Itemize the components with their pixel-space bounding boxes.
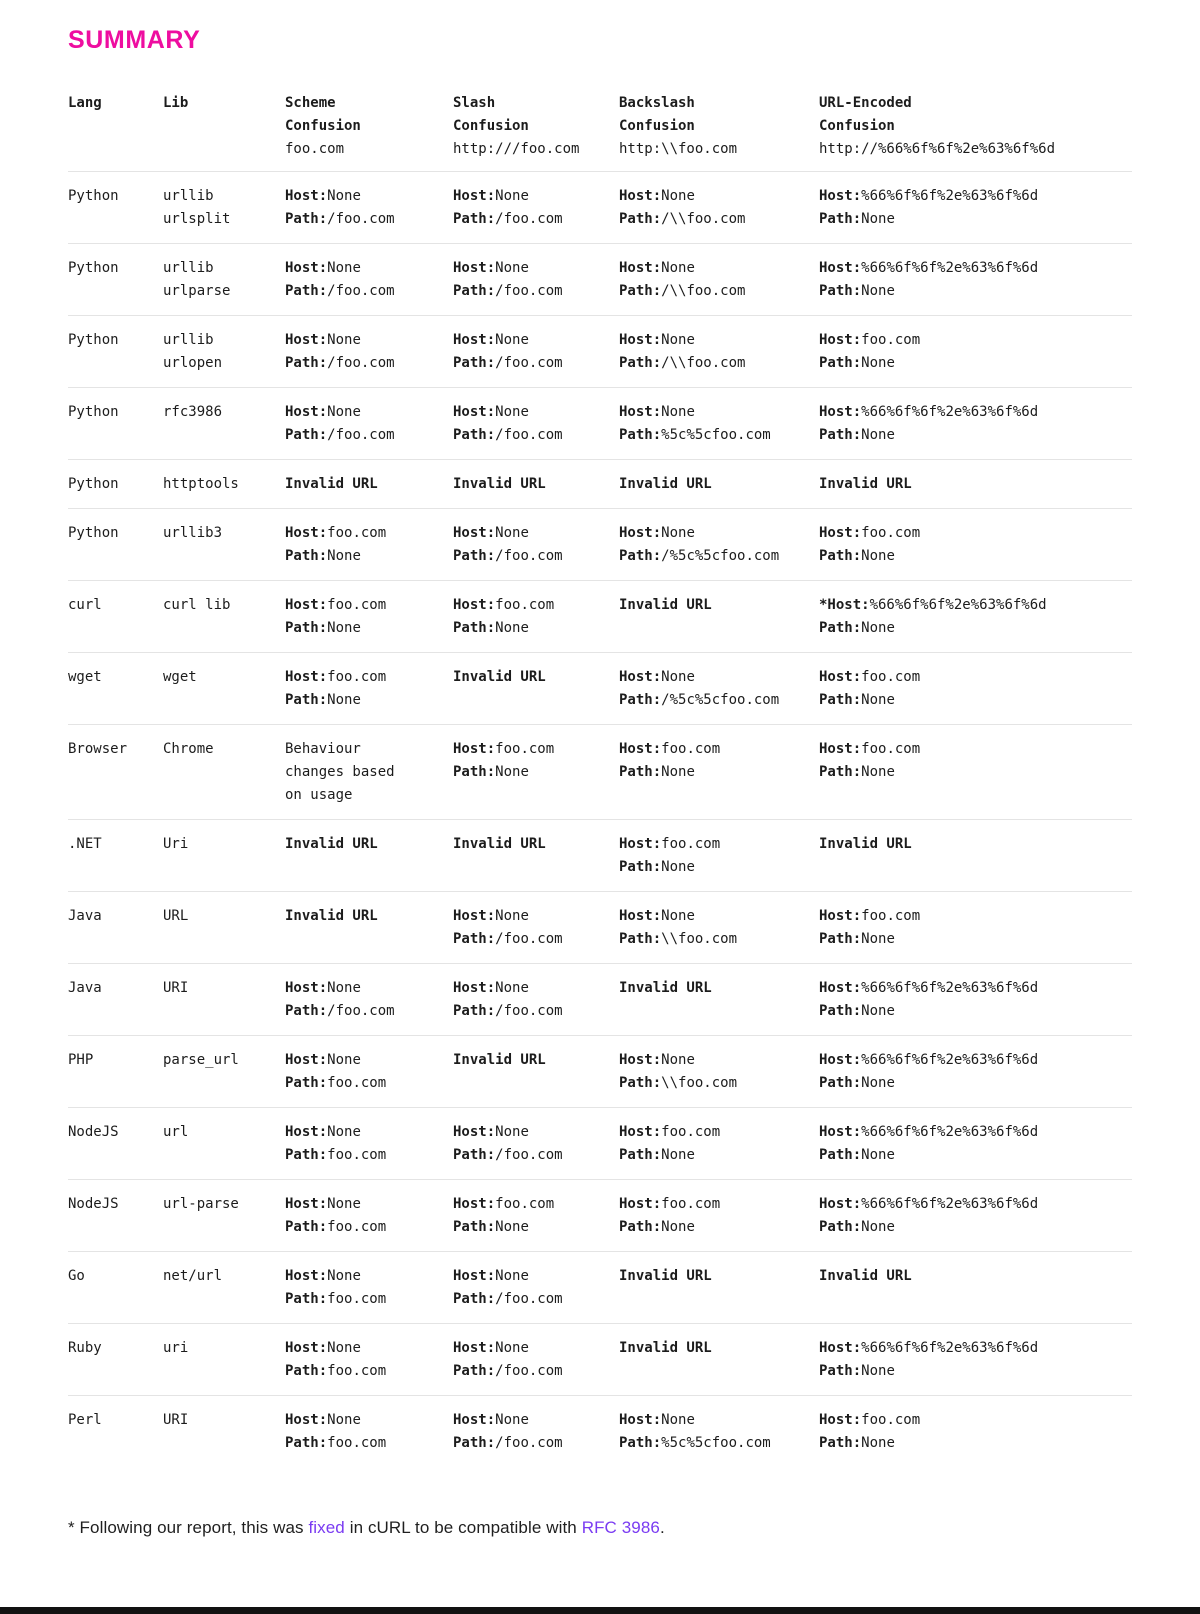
lib-cell: parse_url [163, 1052, 239, 1068]
result-cell: Host:foo.com Path:None [453, 1196, 555, 1235]
result-cell: Host:None Path:/%5c%5cfoo.com [619, 669, 780, 708]
footnote-text: in cURL to be compatible with [344, 1518, 582, 1537]
result-cell: Host:None Path:/foo.com [285, 260, 395, 299]
result-cell: Invalid URL [619, 476, 712, 492]
lang-cell: .NET [68, 836, 102, 852]
lang-cell: NodeJS [68, 1124, 119, 1140]
result-cell: Invalid URL [453, 476, 546, 492]
result-cell: Host:foo.com Path:None [819, 525, 921, 564]
result-cell: Host:%66%6f%6f%2e%63%6f%6d Path:None [819, 980, 1039, 1019]
lib-cell: urllib urlsplit [163, 188, 231, 227]
lang-cell: curl [68, 597, 102, 613]
lang-cell: Python [68, 332, 119, 348]
lib-cell: urllib urlopen [163, 332, 223, 371]
lang-cell: Perl [68, 1412, 102, 1428]
lib-cell: Uri [163, 836, 189, 852]
lang-cell: Java [68, 980, 102, 996]
table-row [68, 387, 1132, 459]
lang-cell: Python [68, 476, 119, 492]
result-cell: Host:None Path:/\\foo.com [619, 260, 746, 299]
result-cell: Host:None Path:/foo.com [285, 188, 395, 227]
lang-cell: NodeJS [68, 1196, 119, 1212]
result-cell: Host:None Path:/foo.com [453, 1268, 563, 1307]
result-cell: Host:None Path:/foo.com [453, 1124, 563, 1163]
lang-cell: Java [68, 908, 102, 924]
result-cell: Host:foo.com Path:None [819, 332, 921, 371]
result-cell: Host:None Path:/%5c%5cfoo.com [619, 525, 780, 564]
lib-cell: URL [163, 908, 189, 924]
lang-cell: Browser [68, 741, 128, 757]
result-cell: Host:%66%6f%6f%2e%63%6f%6d Path:None [819, 1340, 1039, 1379]
result-cell: Host:foo.com Path:None [819, 669, 921, 708]
table-row [68, 652, 1132, 724]
result-cell: Host:None Path:/foo.com [453, 332, 563, 371]
table-row [68, 1323, 1132, 1395]
result-cell: Host:foo.com Path:None [619, 741, 721, 780]
result-cell: Invalid URL [619, 1268, 712, 1284]
lang-cell: Python [68, 260, 119, 276]
result-cell: Host:foo.com Path:None [619, 1124, 721, 1163]
result-cell: Host:None Path:\\foo.com [619, 908, 738, 947]
result-cell: Host:foo.com Path:None [285, 669, 387, 708]
result-cell: Host:None Path:/\\foo.com [619, 188, 746, 227]
result-cell: Host:foo.com Path:None [453, 597, 555, 636]
summary-table [68, 92, 1132, 1467]
result-cell: Host:None Path:foo.com [285, 1196, 387, 1235]
result-cell: Invalid URL [619, 1340, 712, 1356]
result-cell: Host:%66%6f%6f%2e%63%6f%6d Path:None [819, 260, 1039, 299]
lib-cell: net/url [163, 1268, 223, 1284]
result-cell: Host:%66%6f%6f%2e%63%6f%6d Path:None [819, 1124, 1039, 1163]
table-row [68, 243, 1132, 315]
lib-cell: Chrome [163, 741, 214, 757]
lib-cell: curl lib [163, 597, 231, 613]
result-cell: Invalid URL [819, 836, 912, 852]
column-header: Lib [163, 95, 189, 111]
result-cell: Host:None Path:%5c%5cfoo.com [619, 1412, 771, 1451]
result-cell: Host:foo.com Path:None [619, 836, 721, 875]
result-cell: Host:None Path:/foo.com [453, 404, 563, 443]
column-header: Lang [68, 95, 102, 111]
result-cell: Host:foo.com Path:None [819, 1412, 921, 1451]
result-cell: Host:None Path:/foo.com [453, 260, 563, 299]
table-row [68, 580, 1132, 652]
result-cell: Invalid URL [285, 476, 378, 492]
result-cell: Host:%66%6f%6f%2e%63%6f%6d Path:None [819, 1052, 1039, 1091]
result-cell: Host:foo.com Path:None [285, 597, 387, 636]
lib-cell: httptools [163, 476, 239, 492]
result-cell: Invalid URL [285, 908, 378, 924]
table-row [68, 1107, 1132, 1179]
result-cell: Host:foo.com Path:None [819, 908, 921, 947]
result-cell: Invalid URL [453, 1052, 546, 1068]
lib-cell: uri [163, 1340, 189, 1356]
rfc-3986-link[interactable]: RFC 3986 [581, 1518, 660, 1537]
column-header: URL-Encoded Confusion http://%66%6f%6f%2e%63%6f%6d [819, 95, 1056, 157]
result-cell: Host:%66%6f%6f%2e%63%6f%6d Path:None [819, 1196, 1039, 1235]
page-title: SUMMARY [68, 26, 201, 54]
result-cell: Host:None Path:foo.com [285, 1052, 387, 1091]
table-row [68, 963, 1132, 1035]
result-cell: Host:foo.com Path:None [819, 741, 921, 780]
result-cell: Host:None Path:/foo.com [453, 525, 563, 564]
lang-cell: PHP [68, 1052, 94, 1068]
lang-cell: Python [68, 525, 119, 541]
table-body [68, 171, 1132, 1467]
lib-cell: url-parse [163, 1196, 239, 1212]
result-cell: Host:None Path:/foo.com [453, 908, 563, 947]
table-row [68, 1251, 1132, 1323]
result-cell: Invalid URL [453, 836, 546, 852]
result-cell: Host:None Path:/foo.com [453, 1340, 563, 1379]
lang-cell: Go [68, 1268, 85, 1284]
result-cell: Behaviour changes based on usage [285, 741, 395, 803]
bottom-bar [0, 1607, 1200, 1614]
table-row [68, 724, 1132, 819]
result-cell: Invalid URL [819, 476, 912, 492]
result-cell: *Host:%66%6f%6f%2e%63%6f%6d Path:None [819, 597, 1047, 636]
lang-cell: Ruby [68, 1340, 102, 1356]
result-cell: Invalid URL [819, 1268, 912, 1284]
result-cell: Host:None Path:foo.com [285, 1268, 387, 1307]
result-cell: Host:None Path:%5c%5cfoo.com [619, 404, 771, 443]
table-row [68, 315, 1132, 387]
footnote-text: * Following our report, this was [68, 1518, 309, 1537]
lang-cell: Python [68, 188, 119, 204]
result-cell: Host:None Path:\\foo.com [619, 1052, 738, 1091]
lang-cell: Python [68, 404, 119, 420]
footnote-text: . [659, 1518, 665, 1537]
lib-cell: urllib urlparse [163, 260, 231, 299]
result-cell: Invalid URL [619, 597, 712, 613]
result-cell: Host:%66%6f%6f%2e%63%6f%6d Path:None [819, 188, 1039, 227]
table-row [68, 891, 1132, 963]
table-row [68, 171, 1132, 243]
lib-cell: rfc3986 [163, 404, 223, 420]
lib-cell: wget [163, 669, 197, 685]
result-cell: Invalid URL [619, 980, 712, 996]
lib-cell: URI [163, 1412, 189, 1428]
result-cell: Host:None Path:foo.com [285, 1412, 387, 1451]
result-cell: Host:None Path:/foo.com [285, 980, 395, 1019]
table-row [68, 1179, 1132, 1251]
footnote [68, 1518, 1132, 1538]
result-cell: Host:None Path:foo.com [285, 1124, 387, 1163]
lang-cell: wget [68, 669, 102, 685]
table-row [68, 508, 1132, 580]
result-cell: Host:None Path:/foo.com [285, 332, 395, 371]
result-cell: Invalid URL [453, 669, 546, 685]
result-cell: Host:foo.com Path:None [285, 525, 387, 564]
fixed-link[interactable]: fixed [308, 1518, 345, 1537]
column-header: Slash Confusion http:///foo.com [453, 95, 580, 157]
result-cell: Host:foo.com Path:None [453, 741, 555, 780]
table-row [68, 1395, 1132, 1467]
table-row [68, 1035, 1132, 1107]
column-header: Scheme Confusion foo.com [285, 95, 361, 157]
result-cell: Host:None Path:/\\foo.com [619, 332, 746, 371]
lib-cell: urllib3 [163, 525, 223, 541]
result-cell: Host:%66%6f%6f%2e%63%6f%6d Path:None [819, 404, 1039, 443]
table-row [68, 819, 1132, 891]
lib-cell: URI [163, 980, 189, 996]
lib-cell: url [163, 1124, 189, 1140]
result-cell: Host:None Path:/foo.com [453, 980, 563, 1019]
result-cell: Host:None Path:foo.com [285, 1340, 387, 1379]
result-cell: Host:None Path:/foo.com [453, 1412, 563, 1451]
result-cell: Host:foo.com Path:None [619, 1196, 721, 1235]
table-row [68, 459, 1132, 508]
result-cell: Invalid URL [285, 836, 378, 852]
table-header [68, 92, 1132, 171]
result-cell: Host:None Path:/foo.com [285, 404, 395, 443]
result-cell: Host:None Path:/foo.com [453, 188, 563, 227]
column-header: Backslash Confusion http:\\foo.com [619, 95, 738, 157]
